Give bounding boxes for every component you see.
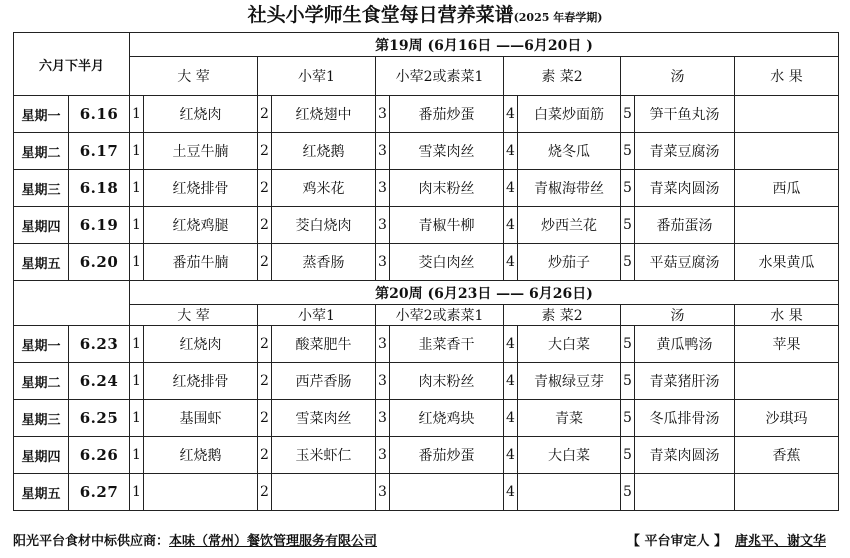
fruit-cell: 沙琪玛 <box>735 400 839 437</box>
dish-small-meat-1: 蒸香肠 <box>272 244 376 281</box>
weekday-cell: 星期五 <box>14 244 69 281</box>
dish-small-meat-2: 韭菜香干 <box>390 326 504 363</box>
dish-soup: 冬瓜排骨汤 <box>635 400 735 437</box>
dish-index: 5 <box>621 437 635 474</box>
dish-vegetable-2: 青椒海带丝 <box>518 170 621 207</box>
dish-index: 2 <box>258 400 272 437</box>
dish-main-meat: 红烧排骨 <box>144 170 258 207</box>
week-title-row <box>14 281 839 305</box>
dish-vegetable-2: 炒茄子 <box>518 244 621 281</box>
day-row <box>14 326 839 363</box>
dish-vegetable-2: 大白菜 <box>518 437 621 474</box>
dish-main-meat: 红烧排骨 <box>144 363 258 400</box>
dish-small-meat-2: 红烧鸡块 <box>390 400 504 437</box>
weekday-cell: 星期四 <box>14 437 69 474</box>
dish-soup: 笋干鱼丸汤 <box>635 96 735 133</box>
dish-index: 5 <box>621 400 635 437</box>
dish-index: 1 <box>130 170 144 207</box>
dish-index: 1 <box>130 400 144 437</box>
fruit-cell: 苹果 <box>735 326 839 363</box>
dish-index: 2 <box>258 437 272 474</box>
dish-index: 1 <box>130 326 144 363</box>
dish-small-meat-1: 酸菜肥牛 <box>272 326 376 363</box>
header-main-meat: 大 荤 <box>130 57 258 96</box>
dish-index: 2 <box>258 170 272 207</box>
supplier-label: 阳光平台食材中标供应商： <box>13 534 170 549</box>
date-cell: 6.23 <box>69 326 130 363</box>
dish-index: 2 <box>258 133 272 170</box>
dish-index: 3 <box>376 133 390 170</box>
fruit-cell: 香蕉 <box>735 437 839 474</box>
dish-index: 5 <box>621 170 635 207</box>
dish-index: 4 <box>504 326 518 363</box>
menu-table-body <box>14 33 839 511</box>
period-label-blank <box>14 281 130 326</box>
dish-index: 2 <box>258 474 272 511</box>
dish-index: 4 <box>504 363 518 400</box>
dish-small-meat-2: 青椒牛柳 <box>390 207 504 244</box>
date-cell: 6.27 <box>69 474 130 511</box>
dish-index: 1 <box>130 207 144 244</box>
fruit-cell <box>735 133 839 170</box>
title-text: 社头小学师生食堂每日营养菜谱 <box>247 4 514 26</box>
dish-small-meat-2: 雪菜肉丝 <box>390 133 504 170</box>
dish-small-meat-2: 番茄炒蛋 <box>390 437 504 474</box>
date-cell: 6.19 <box>69 207 130 244</box>
dish-vegetable-2: 青菜 <box>518 400 621 437</box>
dish-small-meat-2 <box>390 474 504 511</box>
dish-index: 2 <box>258 326 272 363</box>
day-row <box>14 244 839 281</box>
fruit-cell: 水果黄瓜 <box>735 244 839 281</box>
date-cell: 6.25 <box>69 400 130 437</box>
weekday-cell: 星期二 <box>14 133 69 170</box>
date-cell: 6.26 <box>69 437 130 474</box>
dish-index: 4 <box>504 96 518 133</box>
dish-index: 5 <box>621 133 635 170</box>
dish-soup: 平菇豆腐汤 <box>635 244 735 281</box>
day-row <box>14 363 839 400</box>
supplier-name: 本味（常州）餐饮管理服务有限公司 <box>169 534 378 549</box>
date-cell: 6.18 <box>69 170 130 207</box>
week-title: 第19周 (6月16日 ——6月20日 ) <box>130 33 839 57</box>
header-vegetable-2: 素 菜2 <box>504 57 621 96</box>
fruit-cell <box>735 474 839 511</box>
dish-soup: 黄瓜鸭汤 <box>635 326 735 363</box>
dish-index: 1 <box>130 437 144 474</box>
dish-index: 4 <box>504 207 518 244</box>
fruit-cell <box>735 96 839 133</box>
week-title-row <box>14 33 839 57</box>
fruit-cell <box>735 207 839 244</box>
dish-index: 1 <box>130 474 144 511</box>
dish-soup: 番茄蛋汤 <box>635 207 735 244</box>
day-row <box>14 437 839 474</box>
weekday-cell: 星期四 <box>14 207 69 244</box>
dish-main-meat <box>144 474 258 511</box>
dish-index: 5 <box>621 96 635 133</box>
dish-small-meat-1: 茭白烧肉 <box>272 207 376 244</box>
weekday-cell: 星期三 <box>14 170 69 207</box>
dish-small-meat-1 <box>272 474 376 511</box>
header-soup: 汤 <box>621 57 735 96</box>
dish-vegetable-2: 大白菜 <box>518 326 621 363</box>
reviewer-label: 【 平台审定人 】 <box>626 534 727 549</box>
dish-index: 3 <box>376 244 390 281</box>
dish-index: 2 <box>258 244 272 281</box>
reviewer-names: 唐兆平、谢文华 <box>734 534 826 549</box>
header-soup: 汤 <box>621 305 735 326</box>
dish-index: 1 <box>130 133 144 170</box>
dish-soup: 青菜肉圆汤 <box>635 437 735 474</box>
dish-index: 5 <box>621 207 635 244</box>
header-small-meat-1: 小荤1 <box>258 57 376 96</box>
week-title: 第20周 (6月23日 —— 6月26日) <box>130 281 839 305</box>
dish-index: 3 <box>376 96 390 133</box>
header-small-meat-1: 小荤1 <box>258 305 376 326</box>
supplier-info <box>13 530 377 549</box>
dish-index: 3 <box>376 474 390 511</box>
dish-vegetable-2: 炒西兰花 <box>518 207 621 244</box>
dish-index: 3 <box>376 170 390 207</box>
dish-index: 3 <box>376 400 390 437</box>
dish-index: 5 <box>621 244 635 281</box>
day-row <box>14 474 839 511</box>
dish-main-meat: 红烧肉 <box>144 96 258 133</box>
date-cell: 6.20 <box>69 244 130 281</box>
weekday-cell: 星期五 <box>14 474 69 511</box>
dish-index: 4 <box>504 133 518 170</box>
dish-index: 3 <box>376 363 390 400</box>
page-title <box>0 2 850 31</box>
dish-index: 3 <box>376 207 390 244</box>
dish-index: 5 <box>621 363 635 400</box>
dish-small-meat-2: 肉末粉丝 <box>390 170 504 207</box>
header-fruit: 水 果 <box>735 57 839 96</box>
dish-small-meat-1: 玉米虾仁 <box>272 437 376 474</box>
dish-small-meat-1: 红烧鹅 <box>272 133 376 170</box>
dish-index: 1 <box>130 96 144 133</box>
weekday-cell: 星期一 <box>14 96 69 133</box>
weekday-cell: 星期一 <box>14 326 69 363</box>
header-small-meat-2: 小荤2或素菜1 <box>376 305 504 326</box>
dish-main-meat: 土豆牛腩 <box>144 133 258 170</box>
dish-main-meat: 基围虾 <box>144 400 258 437</box>
dish-vegetable-2: 白菜炒面筋 <box>518 96 621 133</box>
day-row <box>14 170 839 207</box>
weekday-cell: 星期三 <box>14 400 69 437</box>
dish-vegetable-2: 烧冬瓜 <box>518 133 621 170</box>
reviewer-info <box>627 530 826 549</box>
column-header-row <box>14 57 839 96</box>
dish-index: 4 <box>504 437 518 474</box>
dish-index: 4 <box>504 474 518 511</box>
dish-index: 1 <box>130 363 144 400</box>
day-row <box>14 207 839 244</box>
dish-index: 2 <box>258 96 272 133</box>
dish-soup: 青菜猪肝汤 <box>635 363 735 400</box>
fruit-cell: 西瓜 <box>735 170 839 207</box>
date-cell: 6.24 <box>69 363 130 400</box>
semester-subtitle: (2025 年春学期) <box>513 11 603 24</box>
dish-main-meat: 番茄牛腩 <box>144 244 258 281</box>
dish-small-meat-2: 茭白肉丝 <box>390 244 504 281</box>
dish-index: 4 <box>504 244 518 281</box>
header-small-meat-2: 小荤2或素菜1 <box>376 57 504 96</box>
day-row <box>14 133 839 170</box>
dish-small-meat-2: 番茄炒蛋 <box>390 96 504 133</box>
date-cell: 6.17 <box>69 133 130 170</box>
dish-soup: 青菜肉圆汤 <box>635 170 735 207</box>
header-main-meat: 大 荤 <box>130 305 258 326</box>
date-cell: 6.16 <box>69 96 130 133</box>
dish-main-meat: 红烧鸡腿 <box>144 207 258 244</box>
weekday-cell: 星期二 <box>14 363 69 400</box>
day-row <box>14 400 839 437</box>
dish-small-meat-2: 肉末粉丝 <box>390 363 504 400</box>
dish-soup: 青菜豆腐汤 <box>635 133 735 170</box>
header-vegetable-2: 素 菜2 <box>504 305 621 326</box>
dish-index: 4 <box>504 400 518 437</box>
fruit-cell <box>735 363 839 400</box>
dish-index: 1 <box>130 244 144 281</box>
header-fruit: 水 果 <box>735 305 839 326</box>
dish-soup <box>635 474 735 511</box>
dish-small-meat-1: 红烧翅中 <box>272 96 376 133</box>
day-row <box>14 96 839 133</box>
dish-main-meat: 红烧肉 <box>144 326 258 363</box>
dish-index: 4 <box>504 170 518 207</box>
dish-vegetable-2: 青椒绿豆芽 <box>518 363 621 400</box>
dish-index: 5 <box>621 326 635 363</box>
dish-index: 3 <box>376 326 390 363</box>
column-header-row <box>14 305 839 326</box>
menu-table <box>13 32 839 511</box>
dish-main-meat: 红烧鹅 <box>144 437 258 474</box>
dish-vegetable-2 <box>518 474 621 511</box>
dish-index: 5 <box>621 474 635 511</box>
dish-index: 3 <box>376 437 390 474</box>
dish-small-meat-1: 鸡米花 <box>272 170 376 207</box>
dish-index: 2 <box>258 207 272 244</box>
period-label: 六月下半月 <box>14 33 130 96</box>
dish-index: 2 <box>258 363 272 400</box>
dish-small-meat-1: 西芹香肠 <box>272 363 376 400</box>
dish-small-meat-1: 雪菜肉丝 <box>272 400 376 437</box>
